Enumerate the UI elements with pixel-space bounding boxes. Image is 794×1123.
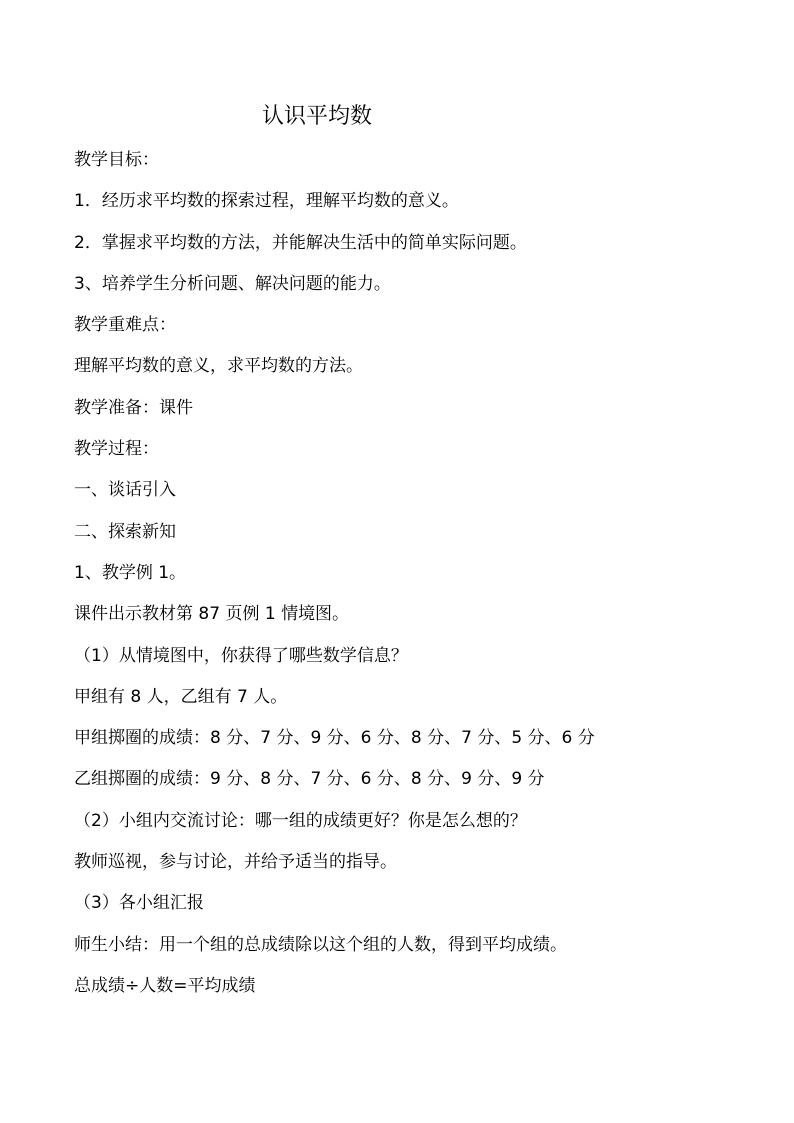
paragraph: 课件出示教材第 87 页例 1 情境图。 [74,604,350,625]
question-item: （2）小组内交流讨论：哪一组的成绩更好？你是怎么想的？ [74,810,527,831]
process-step: 一、谈话引入 [74,480,176,501]
document-body [74,146,774,1013]
paragraph: 教师巡视，参与讨论，并给予适当的指导。 [74,852,397,873]
section-heading-objectives: 教学目标： [74,150,159,170]
paragraph: 甲组有 8 人，乙组有 7 人。 [74,686,288,707]
paragraph: 师生小结：用一个组的总成绩除以这个组的人数，得到平均成绩。 [74,934,567,955]
section-heading-key-points: 教学重难点： [74,315,176,336]
question-item: （1）从情境图中，你获得了哪些数学信息？ [74,645,408,666]
score-line-group-b: 乙组掷圈的成绩：9 分、8 分、7 分、6 分、8 分、9 分、9 分 [74,769,545,790]
objective-item: 2．掌握求平均数的方法，并能解决生活中的简单实际问题。 [74,232,527,253]
document-title: 认识平均数 [262,104,373,129]
objective-item: 3、培养学生分析问题、解决问题的能力。 [74,273,391,294]
section-heading-preparation: 教学准备：课件 [74,397,193,418]
section-heading-process: 教学过程： [74,439,159,460]
question-item: （3）各小组汇报 [74,893,204,914]
objective-item: 1．经历求平均数的探索过程，理解平均数的意义。 [74,191,459,212]
score-line-group-a: 甲组掷圈的成绩：8 分、7 分、9 分、6 分、8 分、7 分、5 分、6 分 [74,728,595,749]
paragraph: 理解平均数的意义，求平均数的方法。 [74,356,363,377]
process-step: 二、探索新知 [74,521,176,542]
formula: 总成绩÷人数=平均成绩 [74,975,256,996]
example-heading: 1、教学例 1。 [74,562,187,583]
